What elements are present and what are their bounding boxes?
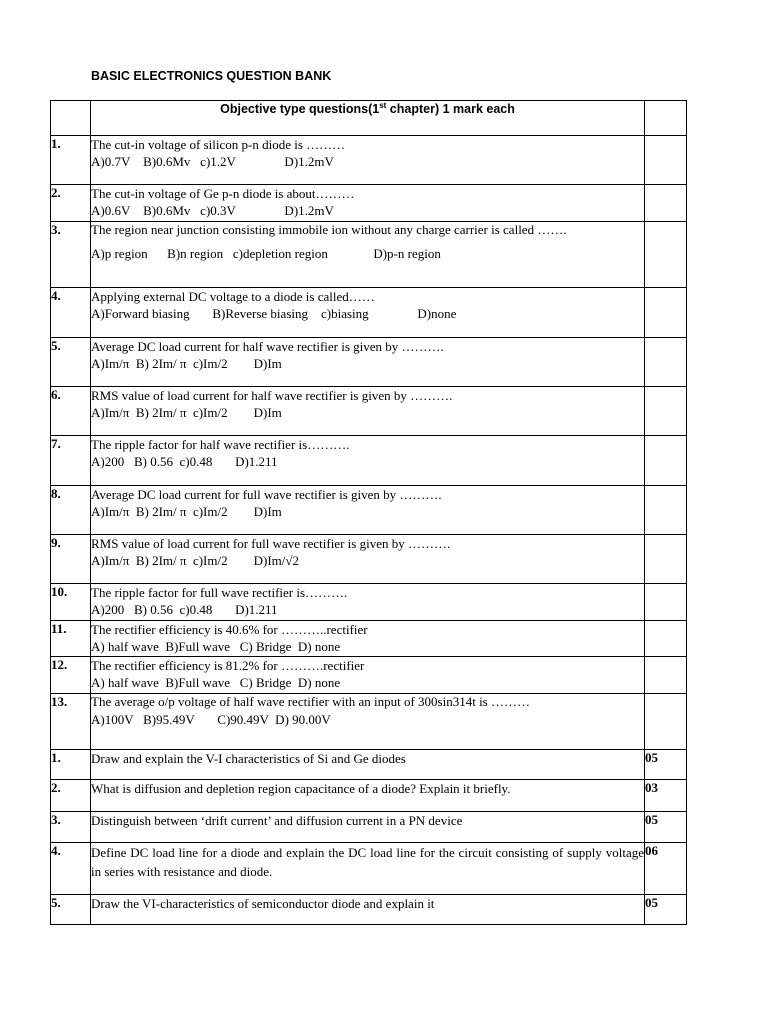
question-options: A)200 B) 0.56 c)0.48 D)1.211 [91,454,278,469]
table-row [51,812,687,843]
table-row [51,750,687,780]
empty-cell [645,101,687,136]
question-cell [91,222,645,288]
empty-cell [645,338,687,387]
table-row [51,895,687,925]
header-text: Objective type questions(1 [220,102,380,117]
header-text-end: chapter) 1 mark each [386,102,515,117]
question-cell [91,694,645,750]
table-header-row [51,101,687,136]
question-text: The cut-in voltage of Ge p-n diode is about……… [91,186,355,201]
question-number: 11. [51,621,91,657]
empty-cell [645,621,687,657]
question-text: The ripple factor for full wave rectifier is………. [91,585,348,600]
question-text: Average DC load current for full wave rectifier is given by ………. [91,487,442,502]
empty-cell [645,436,687,486]
question-number: 12. [51,657,91,694]
question-text: Draw the VI-characteristics of semiconductor diode and explain it [91,896,435,911]
question-text: The average o/p voltage of half wave rectifier with an input of 300sin314t is ……… [91,694,530,709]
empty-cell [645,584,687,621]
question-cell [91,812,645,843]
question-options: A) half wave B)Full wave C) Bridge D) none [91,675,341,690]
table-row [51,136,687,185]
question-cell [91,535,645,584]
question-number: 8. [51,486,91,535]
section-header [91,101,645,136]
question-number: 5. [51,338,91,387]
marks-value: 06 [645,843,687,895]
question-options: A)Im/π B) 2Im/ π c)Im/2 D)Im [91,504,282,519]
marks-value: 03 [645,780,687,812]
question-table [50,100,687,925]
question-number: 7. [51,436,91,486]
question-text: The ripple factor for half wave rectifier is………. [91,437,350,452]
question-options: A)Im/π B) 2Im/ π c)Im/2 D)Im [91,405,282,420]
question-cell [91,657,645,694]
table-row [51,222,687,288]
table-row [51,843,687,895]
question-number: 10. [51,584,91,621]
question-text: The rectifier efficiency is 40.6% for ………..rectifier [91,622,368,637]
table-row [51,535,687,584]
question-options: A)0.7V B)0.6Mv c)1.2V D)1.2mV [91,154,334,169]
question-options: A)Forward biasing B)Reverse biasing c)biasing D)none [91,306,457,321]
question-options: A)Im/π B) 2Im/ π c)Im/2 D)Im/√2 [91,553,300,568]
table-row [51,584,687,621]
empty-cell [645,657,687,694]
question-text: Applying external DC voltage to a diode is called…… [91,289,375,304]
question-cell [91,338,645,387]
question-cell [91,584,645,621]
empty-cell [51,101,91,136]
question-text: What is diffusion and depletion region capacitance of a diode? Explain it briefly. [91,781,511,796]
question-cell [91,895,645,925]
marks-value: 05 [645,895,687,925]
question-options: A) half wave B)Full wave C) Bridge D) none [91,639,341,654]
table-row [51,288,687,338]
table-row [51,621,687,657]
empty-cell [645,535,687,584]
question-number: 1. [51,750,91,780]
table-row [51,338,687,387]
question-cell [91,436,645,486]
question-cell [91,185,645,222]
question-number: 6. [51,387,91,436]
header-superscript: st [379,101,387,110]
question-options: A)p region B)n region c)depletion region D)p-n region [91,246,441,261]
question-text: RMS value of load current for full wave rectifier is given by ………. [91,536,451,551]
table-row [51,387,687,436]
question-number: 9. [51,535,91,584]
question-cell [91,621,645,657]
question-text: Define DC load line for a diode and explain the DC load line for the circuit consisting of supply voltage in series with resistance and diode. [91,845,644,879]
table-row [51,780,687,812]
table-row [51,436,687,486]
table-row [51,694,687,750]
question-text: Draw and explain the V-I characteristics of Si and Ge diodes [91,751,406,766]
question-text: Average DC load current for half wave rectifier is given by ………. [91,339,444,354]
question-options: A)0.6V B)0.6Mv c)0.3V D)1.2mV [91,203,334,218]
question-number: 2. [51,780,91,812]
empty-cell [645,222,687,288]
question-number: 4. [51,843,91,895]
question-cell [91,387,645,436]
question-number: 4. [51,288,91,338]
question-text: Distinguish between ‘drift current’ and diffusion current in a PN device [91,813,463,828]
question-number: 5. [51,895,91,925]
question-options: A)Im/π B) 2Im/ π c)Im/2 D)Im [91,356,282,371]
empty-cell [645,387,687,436]
table-row [51,657,687,694]
question-cell [91,750,645,780]
question-number: 2. [51,185,91,222]
question-options: A)200 B) 0.56 c)0.48 D)1.211 [91,602,278,617]
document-title: BASIC ELECTRONICS QUESTION BANK [91,69,332,83]
question-cell [91,780,645,812]
question-cell [91,843,645,895]
question-number: 3. [51,812,91,843]
empty-cell [645,694,687,750]
question-number: 3. [51,222,91,288]
question-options: A)100V B)95.49V C)90.49V D) 90.00V [91,712,331,727]
question-number: 1. [51,136,91,185]
question-number: 13. [51,694,91,750]
question-text: The cut-in voltage of silicon p-n diode is ……… [91,137,346,152]
question-text: The rectifier efficiency is 81.2% for ……….rectifier [91,658,365,673]
empty-cell [645,136,687,185]
question-text: The region near junction consisting immobile ion without any charge carrier is called ……. [91,222,567,237]
question-cell [91,136,645,185]
table-row [51,486,687,535]
marks-value: 05 [645,750,687,780]
table-row [51,185,687,222]
empty-cell [645,486,687,535]
question-text: RMS value of load current for half wave rectifier is given by ………. [91,388,453,403]
marks-value: 05 [645,812,687,843]
question-cell [91,486,645,535]
empty-cell [645,288,687,338]
question-cell [91,288,645,338]
empty-cell [645,185,687,222]
